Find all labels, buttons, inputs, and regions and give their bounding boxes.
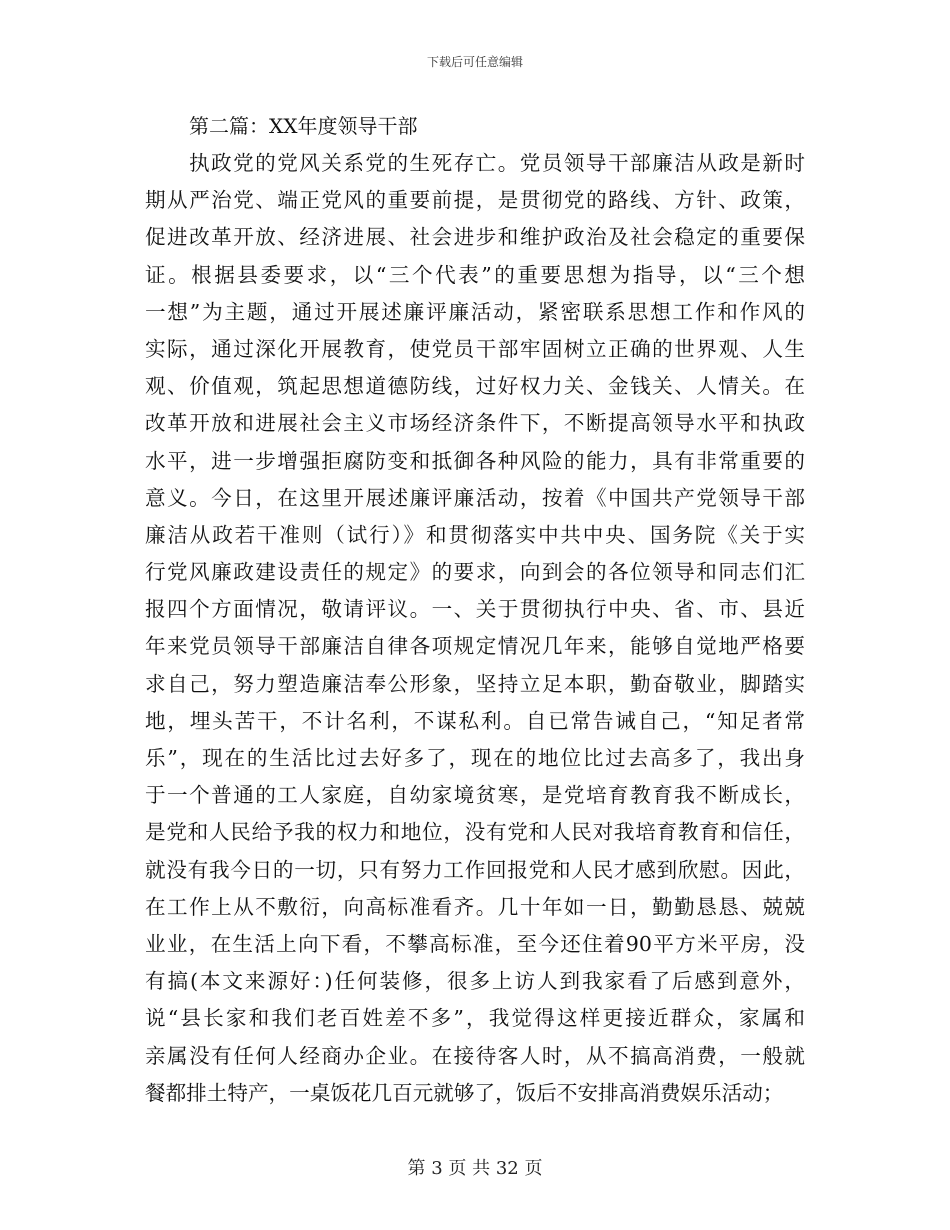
paragraph-line: 就没有我今日的一切，只有努力工作回报党和人民才感到欣慰。因此， — [145, 857, 805, 882]
paragraph-line: 业业，在生活上向下看，不攀高标准，至今还住着90平方米平房，没 — [145, 931, 805, 956]
page-header: 下载后可任意编辑 — [426, 55, 523, 69]
paragraph-line: 促进改革开放、经济进展、社会进步和维护政治及社会稳定的重要保 — [145, 225, 805, 250]
document-body — [145, 108, 805, 1112]
paragraph-line: 地，埋头苦干，不计名利，不谋私利。自已常告诫自己，“知足者常 — [145, 708, 805, 733]
paragraph-line: 执政党的党风关系党的生死存亡。党员领导干部廉洁从政是新时 — [189, 151, 805, 175]
paragraph-line: 行党风廉政建设责任的规定》的要求，向到会的各位领导和同志们汇 — [145, 560, 805, 585]
paragraph-line: 实际，通过深化开展教育，使党员干部牢固树立正确的世界观、人生 — [145, 336, 805, 361]
paragraph-line: 期从严治党、端正党风的重要前提，是贯彻党的路线、方针、政策， — [145, 188, 805, 213]
page-footer: 第 3 页 共 32 页 — [407, 1158, 543, 1179]
paragraph-line: 报四个方面情况，敬请评议。一、关于贯彻执行中央、省、市、县近 — [145, 597, 805, 622]
paragraph-line: 有搞(本文来源好：)任何装修，很多上访人到我家看了后感到意外， — [145, 969, 805, 994]
paragraph-line: 餐都排土特产，一桌饭花几百元就够了，饭后不安排高消费娱乐活动； — [145, 1080, 784, 1105]
paragraph-line: 说“县长家和我们老百姓差不多”，我觉得这样更接近群众，家属和 — [145, 1006, 805, 1031]
paragraph-line: 证。根据县委要求，以“三个代表”的重要思想为指导，以“三个想 — [145, 262, 805, 287]
paragraph-line: 意义。今日，在这里开展述廉评廉活动，按着《中国共产党领导干部 — [145, 485, 805, 510]
paragraph-line: 是党和人民给予我的权力和地位，没有党和人民对我培育教育和信任， — [145, 820, 805, 845]
paragraph-line: 于一个普通的工人家庭，自幼家境贫寒，是党培育教育我不断成长， — [145, 783, 805, 808]
paragraph-line: 亲属没有任何人经商办企业。在接待客人时，从不搞高消费，一般就 — [145, 1043, 805, 1068]
section-title: 第二篇：XX年度领导干部 — [189, 114, 418, 138]
paragraph-line: 求自己，努力塑造廉洁奉公形象，坚持立足本职，勤奋敬业，脚踏实 — [145, 671, 805, 696]
paragraph-line: 乐”，现在的生活比过去好多了，现在的地位比过去高多了，我出身 — [145, 746, 805, 770]
paragraph — [145, 145, 805, 1112]
paragraph-line: 年来党员领导干部廉洁自律各项规定情况几年来，能够自觉地严格要 — [145, 634, 805, 659]
paragraph-line: 水平，进一步增强拒腐防变和抵御各种风险的能力，具有非常重要的 — [145, 448, 805, 473]
paragraph-line: 观、价值观，筑起思想道德防线，过好权力关、金钱关、人情关。在 — [145, 374, 805, 399]
paragraph-line: 一想”为主题，通过开展述廉评廉活动，紧密联系思想工作和作风的 — [145, 299, 805, 324]
paragraph-line: 在工作上从不敷衍，向高标准看齐。几十年如一日，勤勤恳恳、兢兢 — [145, 894, 805, 919]
paragraph-line: 改革开放和进展社会主义市场经济条件下，不断提高领导水平和执政 — [145, 411, 805, 436]
paragraph-line: 廉洁从政若干准则（试行）》和贯彻落实中共中央、国务院《关于实 — [145, 522, 805, 547]
